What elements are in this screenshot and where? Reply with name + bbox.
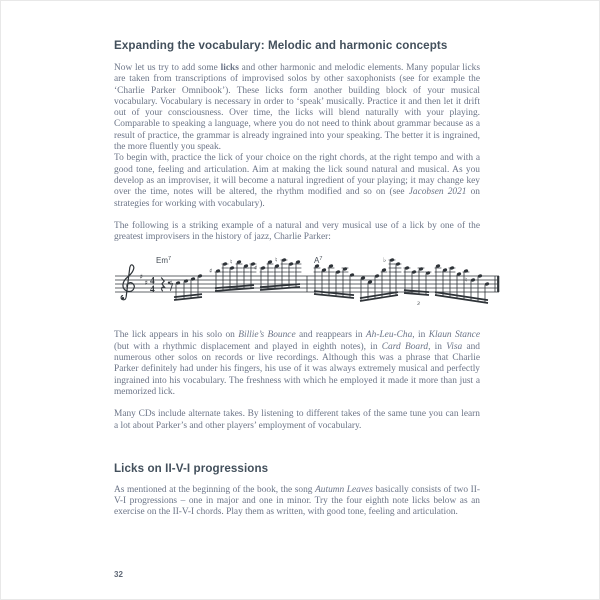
text-run: As mentioned at the beginning of the book, the song <box>114 484 316 495</box>
time-signature-bottom: 4 <box>150 285 155 296</box>
accidental-glyph: ♯ <box>169 279 173 288</box>
accidental-glyph: ♭ <box>383 256 387 265</box>
text-run: Many CDs include alternate takes. By listening to different takes of the same tune you can learn a lot about Parker’s and other players’ employment of vocabulary. <box>114 409 480 431</box>
text-run: To begin with, practice the lick of your choice on the right chords, at the right tempo and with a good tone, feeling and articulation. Aim at making the lick sound natural and musical. As you develop as an improviser, it will become a natural ingredient of your playing; it may change key over the time, notes will be altered, the rhythm modified and so on (see <box>114 153 480 198</box>
section-heading-licks-251: Licks on II-V-I progressions <box>114 461 269 475</box>
paragraph-many-cds <box>114 409 480 432</box>
accidental-glyph: ♯ <box>209 267 213 276</box>
paragraph-licks-intro <box>114 63 480 153</box>
text-run: and other harmonic and melodic elements. Many popular licks are taken from transcriptions of improvised solos by other saxophonists (see for example the ‘Charlie Parker Omnibook’). These licks form another building block of your musical vocabulary. Vocabulary is necessary in order to ‘speak’ musically. Practice it and then let it drift out of your consciousness. Over time, the licks will blend naturally with your playing. Comparable to speaking a language, where you do not need to think about grammar because as a result of practice, the grammar is already ingrained into your speaking. The better it is ingrained, the more fluently you speak. <box>114 63 480 153</box>
section-heading-expanding-vocabulary: Expanding the vocabulary: Melodic and harmonic concepts <box>114 39 448 52</box>
page-number: 32 <box>114 570 123 579</box>
paragraph-striking-example <box>114 221 480 244</box>
italic-run: Ah-Leu-Cha <box>365 330 413 341</box>
text-run: The following is a striking example of a natural and very musical use of a lick by one of the greatest improvisers in the history of jazz, Charlie Parker: <box>114 220 480 243</box>
italic-run: Visa <box>446 341 463 352</box>
accidental-glyph: ♯ <box>254 264 258 273</box>
text-run: and numerous other solos on records or live recordings. Although this was a phrase that Charlie Parker definitely had under his fingers, his use of it was always extremely musical and perfectly ingrained into his vocabulary. The freshness with which he employed it made it more than just a memorized lick. <box>114 341 480 397</box>
text-run: , in <box>428 341 447 352</box>
bold-run: licks <box>220 63 239 73</box>
italic-run: Card Board <box>381 341 429 352</box>
triplet-number: 3 <box>417 301 420 308</box>
paragraph-autumn-leaves <box>114 485 480 519</box>
beam <box>404 293 429 295</box>
chord-symbol: $A^7$ <box>314 256 323 266</box>
italic-run: Billie’s Bounce <box>238 330 296 341</box>
music-notation-parker-lick <box>114 254 506 312</box>
text-run: (but with a rhythmic displacement and played in eighth notes), in <box>114 341 382 352</box>
text-run: on strategies for working with vocabulary). <box>114 187 480 209</box>
paragraph-to-begin-with <box>114 153 480 209</box>
text-run: Now let us try to add some <box>114 63 221 73</box>
text-run: The lick appears in his solo on <box>114 330 239 341</box>
text-run: , in <box>412 330 429 341</box>
italic-run: Autumn Leaves <box>315 484 373 495</box>
accidental-glyph: ♮ <box>275 256 278 265</box>
text-run: and reappears in <box>295 330 366 341</box>
key-signature-sharp: ♯ <box>144 279 148 288</box>
key-signature-sharp: ♯ <box>139 273 143 282</box>
accidental-glyph: ♮ <box>230 258 233 267</box>
chord-symbol: Em$^7$ <box>156 256 172 266</box>
paragraph-lick-appears <box>114 330 480 398</box>
italic-run: Jacobsen 2021 <box>408 187 467 198</box>
time-signature-top: 4 <box>150 277 155 288</box>
treble-clef-dot <box>122 297 124 299</box>
accidental-glyph: ♮ <box>465 276 468 285</box>
italic-run: Klaun Stance <box>428 330 481 341</box>
text-run: basically consists of two II-V-I progressions – one in major and one in minor. Try the four eighth note licks below as an exercise on the II-V-I chords. Play them as written, with good tone, feeling and articulation. <box>114 484 481 518</box>
text-column <box>114 39 480 519</box>
